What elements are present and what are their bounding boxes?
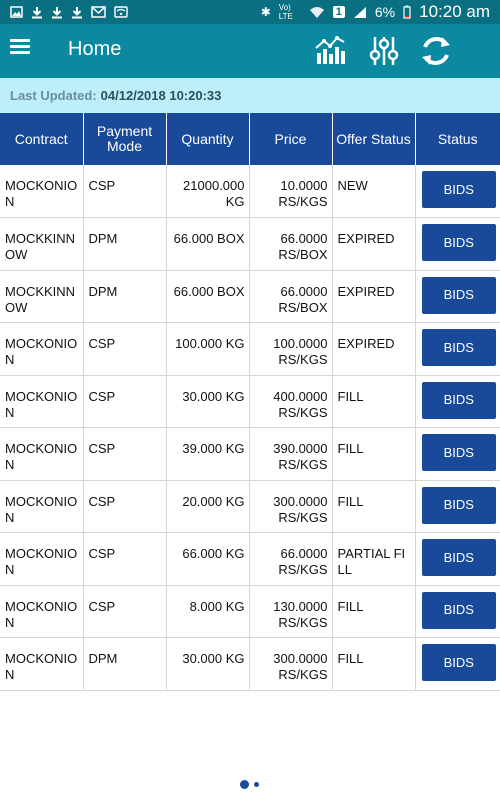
table-row[interactable] [0, 375, 500, 428]
menu-icon-bar [10, 51, 30, 54]
clock: 10:20 am [419, 2, 490, 21]
notification-icons [10, 6, 128, 19]
cell-payment-mode: CSP [83, 533, 166, 586]
filter-button[interactable] [366, 33, 402, 69]
cell-payment-mode: DPM [83, 218, 166, 271]
bids-button[interactable]: BIDS [422, 277, 496, 314]
cell-quantity: 20.000 KG [166, 480, 249, 533]
filter-sliders-icon [366, 33, 402, 69]
table-row[interactable] [0, 638, 500, 691]
cell-status [415, 165, 500, 218]
page-title: Home [68, 38, 122, 60]
header-price: Price [249, 113, 332, 165]
cell-status [415, 270, 500, 323]
cell-quantity: 66.000 BOX [166, 270, 249, 323]
bids-button[interactable]: BIDS [422, 329, 496, 366]
cell-price: 66.0000 RS/BOX [249, 270, 332, 323]
cell-contract: MOCKONION [0, 480, 83, 533]
cell-offer-status: NEW [332, 165, 415, 218]
cell-quantity: 100.000 KG [166, 323, 249, 376]
cell-price: 66.0000 RS/KGS [249, 533, 332, 586]
chart-icon [312, 33, 348, 69]
menu-button[interactable] [10, 36, 36, 64]
table-row[interactable] [0, 270, 500, 323]
cell-payment-mode: DPM [83, 638, 166, 691]
wifi-off-icon [114, 6, 128, 18]
cell-offer-status: FILL [332, 585, 415, 638]
signal-icon [353, 6, 367, 19]
cell-offer-status: EXPIRED [332, 218, 415, 271]
cell-quantity: 21000.000 KG [166, 165, 249, 218]
bluetooth-icon: ✱ [260, 5, 271, 19]
cell-offer-status: FILL [332, 428, 415, 481]
cell-offer-status: EXPIRED [332, 270, 415, 323]
cell-payment-mode: CSP [83, 375, 166, 428]
cell-contract: MOCKONION [0, 375, 83, 428]
download-icon [31, 6, 43, 19]
table-row[interactable] [0, 585, 500, 638]
sim-badge: 1 [333, 6, 345, 18]
last-updated-bar [0, 78, 500, 113]
page-dot-active [240, 780, 249, 789]
table-header-row [0, 113, 500, 165]
cell-status [415, 323, 500, 376]
header-offer-status: Offer Status [332, 113, 415, 165]
cell-price: 10.0000 RS/KGS [249, 165, 332, 218]
menu-icon-bar [10, 45, 30, 48]
cell-contract: MOCKONION [0, 165, 83, 218]
cell-contract: MOCKONION [0, 428, 83, 481]
cell-price: 400.0000 RS/KGS [249, 375, 332, 428]
cell-payment-mode: DPM [83, 270, 166, 323]
download-icon [71, 6, 83, 19]
table-row[interactable] [0, 533, 500, 586]
menu-icon [10, 39, 30, 42]
cell-payment-mode: CSP [83, 165, 166, 218]
cell-status [415, 533, 500, 586]
bids-button[interactable]: BIDS [422, 644, 496, 681]
offers-table-container[interactable] [0, 113, 500, 691]
cell-payment-mode: CSP [83, 323, 166, 376]
bids-button[interactable]: BIDS [422, 224, 496, 261]
cell-offer-status: EXPIRED [332, 323, 415, 376]
cell-price: 390.0000 RS/KGS [249, 428, 332, 481]
chart-button[interactable] [312, 33, 348, 69]
cell-quantity: 30.000 KG [166, 638, 249, 691]
page-dot [254, 782, 259, 787]
bids-button[interactable]: BIDS [422, 382, 496, 419]
cell-quantity: 66.000 BOX [166, 218, 249, 271]
page-indicator [240, 780, 259, 789]
bids-button[interactable]: BIDS [422, 434, 496, 471]
cell-price: 100.0000 RS/KGS [249, 323, 332, 376]
table-row[interactable] [0, 480, 500, 533]
cell-price: 300.0000 RS/KGS [249, 638, 332, 691]
cell-contract: MOCKKINNOW [0, 218, 83, 271]
table-row[interactable] [0, 165, 500, 218]
cell-status [415, 585, 500, 638]
cell-quantity: 39.000 KG [166, 428, 249, 481]
cell-price: 66.0000 RS/BOX [249, 218, 332, 271]
cell-contract: MOCKKINNOW [0, 270, 83, 323]
status-bar [0, 0, 500, 24]
cell-payment-mode: CSP [83, 480, 166, 533]
refresh-icon [418, 33, 454, 69]
cell-contract: MOCKONION [0, 323, 83, 376]
app-bar [0, 24, 500, 78]
cell-status [415, 375, 500, 428]
cell-payment-mode: CSP [83, 428, 166, 481]
cell-offer-status: FILL [332, 480, 415, 533]
table-row[interactable] [0, 218, 500, 271]
last-updated-value: 04/12/2018 10:20:33 [100, 88, 222, 103]
bids-button[interactable]: BIDS [422, 171, 496, 208]
bids-button[interactable]: BIDS [422, 539, 496, 576]
offers-table [0, 113, 500, 691]
cell-contract: MOCKONION [0, 638, 83, 691]
table-row[interactable] [0, 428, 500, 481]
cell-payment-mode: CSP [83, 585, 166, 638]
network-type: Vo) LTE [278, 3, 293, 21]
cell-price: 300.0000 RS/KGS [249, 480, 332, 533]
header-quantity: Quantity [166, 113, 249, 165]
system-icons [261, 2, 490, 22]
table-row[interactable] [0, 323, 500, 376]
battery-percent: 6% [374, 4, 396, 20]
cell-status [415, 638, 500, 691]
wifi-icon [309, 6, 325, 19]
image-icon [10, 6, 23, 18]
cell-status [415, 218, 500, 271]
bids-button[interactable]: BIDS [422, 592, 496, 629]
header-payment-mode: Payment Mode [83, 113, 166, 165]
gmail-icon [91, 6, 106, 18]
cell-price: 130.0000 RS/KGS [249, 585, 332, 638]
header-status: Status [415, 113, 500, 165]
last-updated-label: Last Updated: [10, 88, 97, 103]
cell-quantity: 30.000 KG [166, 375, 249, 428]
bids-button[interactable]: BIDS [422, 487, 496, 524]
cell-status [415, 480, 500, 533]
refresh-button[interactable] [418, 33, 454, 69]
cell-offer-status: PARTIAL FILL [332, 533, 415, 586]
download-icon [51, 6, 63, 19]
battery-icon [403, 5, 411, 19]
cell-offer-status: FILL [332, 638, 415, 691]
cell-contract: MOCKONION [0, 585, 83, 638]
cell-status [415, 428, 500, 481]
cell-contract: MOCKONION [0, 533, 83, 586]
header-contract: Contract [0, 113, 83, 165]
cell-offer-status: FILL [332, 375, 415, 428]
cell-quantity: 66.000 KG [166, 533, 249, 586]
cell-quantity: 8.000 KG [166, 585, 249, 638]
